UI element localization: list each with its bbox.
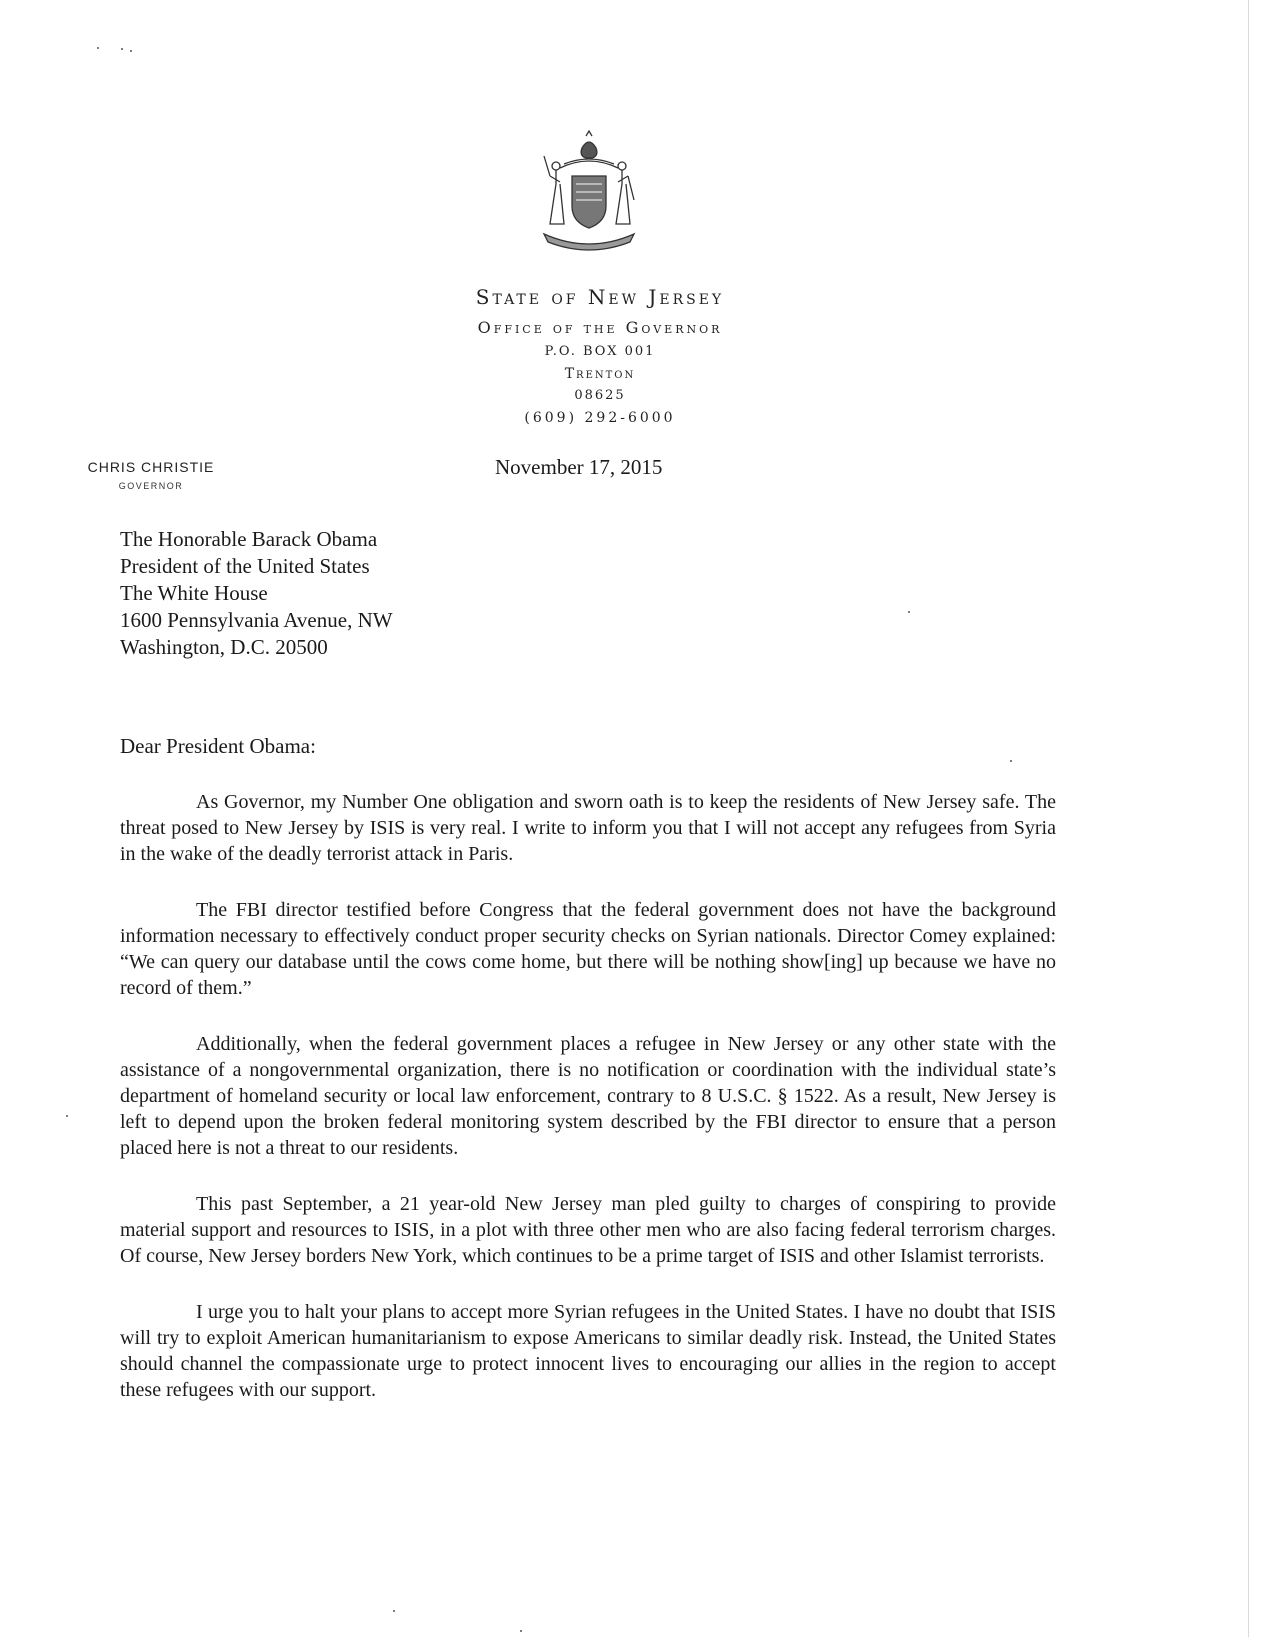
scan-speck (130, 50, 132, 52)
scan-speck (121, 48, 123, 50)
body-paragraph: The FBI director testified before Congress that the federal government does not have the background information necessary to effectively conduct proper security checks on Syrian nationals. Director Comey explained: “We can query our database until the cows come home, but there will be nothing show[ing] up because we have no record of them.” (120, 899, 1056, 999)
recipient-line: The Honorable Barack Obama (120, 527, 378, 551)
recipient-line: The White House (120, 581, 268, 605)
letterhead-city: Trenton (564, 366, 636, 382)
recipient-line: President of the United States (120, 554, 370, 578)
letterhead-state: State of New Jersey (475, 285, 725, 309)
body-paragraph: Additionally, when the federal government places a refugee in New Jersey or any other state with the assistance of a nongovernmental organization, there is no notification or coordination with the individual state’s department of homeland security or local law enforcement, contrary to 8 U.S.C. § 1522. As a result, New Jersey is left to depend upon the broken federal monitoring system described by the FBI director to ensure that a person placed here is not a threat to our residents. (120, 1033, 1056, 1159)
scan-speck (908, 611, 910, 613)
letterhead-phone: (609) 292-6000 (524, 410, 676, 426)
scan-speck (66, 1115, 68, 1117)
scan-edge-line (1248, 0, 1249, 1637)
letter-body (120, 789, 1056, 1433)
body-paragraph: I urge you to halt your plans to accept more Syrian refugees in the United States. I have no doubt that ISIS will try to exploit American humanitarianism to expose Americans to similar deadly risk. Instead, the United States should channel the compassionate urge to protect innocent lives to encouraging our allies in the region to accept these refugees with our support. (120, 1301, 1056, 1401)
letterhead-po-box: P.O. BOX 001 (544, 344, 656, 359)
governor-name: CHRIS CHRISTIE (87, 459, 215, 475)
letter-date: November 17, 2015 (495, 455, 663, 479)
recipient-line: 1600 Pennsylvania Avenue, NW (120, 608, 393, 632)
letterhead-zip: 08625 (574, 388, 626, 403)
scan-speck (1010, 760, 1012, 762)
body-paragraph: This past September, a 21 year-old New Jersey man pled guilty to charges of conspiring to provide material support and resources to ISIS, in a plot with three other men who are also facing federal terrorism charges. Of course, New Jersey borders New York, which continues to be a prime target of ISIS and other Islamist terrorists. (120, 1193, 1056, 1267)
recipient-address (120, 526, 393, 661)
scan-speck (393, 1610, 395, 1612)
salutation: Dear President Obama: (120, 734, 316, 758)
letterhead-office: Office of the Governor (477, 318, 723, 337)
recipient-line: Washington, D.C. 20500 (120, 635, 328, 659)
scan-speck (520, 1630, 522, 1632)
body-paragraph: As Governor, my Number One obligation and sworn oath is to keep the residents of New Jersey safe. The threat posed to New Jersey by ISIS is very real. I write to inform you that I will not accept any refugees from Syria in the wake of the deadly terrorist attack in Paris. (120, 791, 1056, 865)
governor-title: GOVERNOR (118, 481, 184, 491)
state-seal-icon (530, 130, 648, 260)
scan-speck (97, 47, 99, 49)
